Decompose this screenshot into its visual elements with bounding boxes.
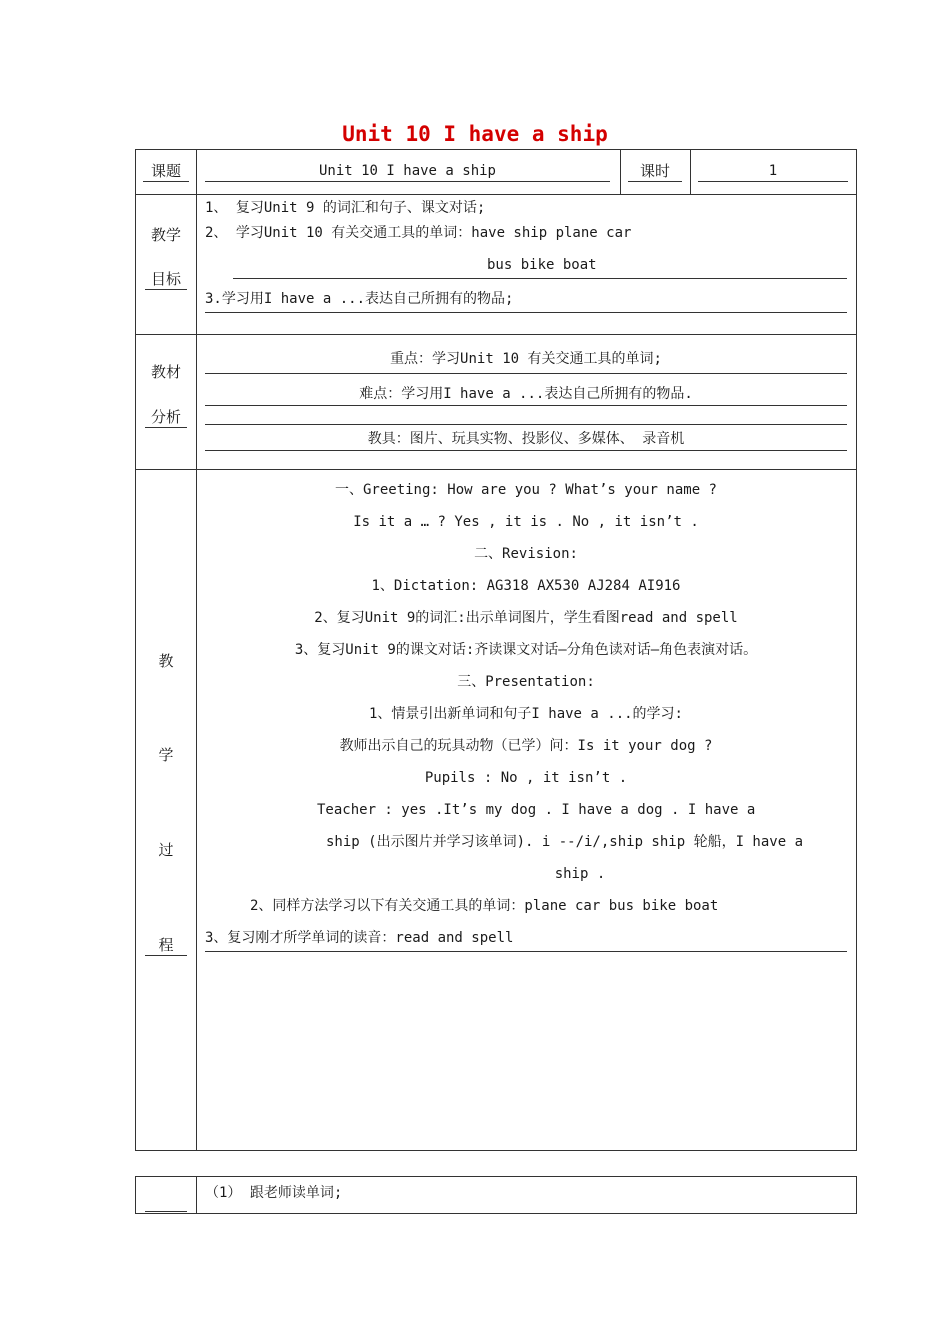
analysis-label-2: 分析 [150, 408, 181, 426]
process-label-char-4: 程 [158, 936, 174, 954]
process-line-15: 3、复习刚才所学单词的读音：read and spell [205, 930, 514, 946]
process-line-1: 一、Greeting: How are you ? What’s your name ? [334, 482, 717, 498]
header-divider-2 [690, 149, 691, 194]
process-line-14: 2、同样方法学习以下有关交通工具的单词：plane car bus bike boat [250, 898, 719, 914]
teaching-aids: 教具：图片、玩具实物、投影仪、多媒体、 录音机 [367, 431, 685, 447]
process-line-13: ship . [554, 866, 606, 882]
period-label-underline [628, 181, 682, 182]
header-divider-1 [620, 149, 621, 194]
difficulty-underline [205, 405, 847, 406]
objective-line-3-underline [233, 278, 847, 279]
analysis-label-underline [145, 427, 187, 428]
objective-line-4: 3.学习用I have a ...表达自己所拥有的物品; [205, 291, 514, 307]
objective-line-3: bus bike boat [487, 257, 597, 273]
process-line-11: Teacher : yes .It’s my dog . I have a dog . I have a [317, 802, 756, 818]
objective-line-4-underline [205, 312, 847, 313]
objective-line-1: 1、 复习Unit 9 的词汇和句子、课文对话; [205, 200, 486, 216]
process-line-10: Pupils : No , it isn’t . [424, 770, 628, 786]
practice-table-divider [196, 1176, 197, 1214]
topic-value-underline [205, 181, 610, 182]
table-left-column-divider [196, 149, 197, 1151]
process-label-char-2: 学 [158, 746, 174, 764]
period-label: 课时 [639, 162, 670, 180]
process-line-12: ship (出示图片并学习该单词). i --/i/,ship ship 轮船，I have a [326, 834, 804, 850]
practice-table-label-underline [145, 1211, 187, 1212]
process-line-5: 2、复习Unit 9的词汇:出示单词图片，学生看图read and spell [314, 610, 738, 626]
objective-line-2: 2、 学习Unit 10 有关交通工具的单词：have ship plane car [205, 225, 632, 241]
document-title: Unit 10 I have a ship [342, 122, 608, 146]
process-line-8: 1、情景引出新单词和句子I have a ...的学习: [368, 706, 683, 722]
row-border-1 [135, 194, 857, 195]
key-point: 重点：学习Unit 10 有关交通工具的单词; [390, 351, 662, 367]
process-label-underline [145, 955, 187, 956]
practice-line-1: （1） 跟老师读单词; [205, 1185, 343, 1201]
period-value: 1 [768, 163, 778, 179]
objectives-label-2: 目标 [150, 270, 181, 288]
period-value-underline [698, 181, 848, 182]
process-line-2: Is it a … ? Yes , it is . No , it isn’t . [353, 514, 699, 530]
difficulty-box-bottom [205, 424, 847, 425]
topic-label-underline [143, 181, 189, 182]
process-label-char-3: 过 [158, 841, 174, 859]
row-border-2 [135, 334, 857, 335]
topic-label: 课题 [150, 162, 181, 180]
process-line-15-underline [205, 951, 847, 952]
process-line-3: 二、Revision: [474, 546, 578, 562]
key-point-underline [205, 373, 847, 374]
process-line-9: 教师出示自己的玩具动物（已学）问：Is it your dog ? [339, 738, 713, 754]
teaching-aids-underline [205, 450, 847, 451]
difficulty: 难点：学习用I have a ...表达自己所拥有的物品. [359, 386, 693, 402]
topic-value: Unit 10 I have a ship [318, 163, 496, 179]
process-label-char-1: 教 [158, 652, 174, 670]
row-border-3 [135, 469, 857, 470]
process-line-6: 3、复习Unit 9的课文对话:齐读课文对话—分角色读对话—角色表演对话。 [294, 642, 758, 658]
objectives-label-underline [145, 289, 187, 290]
process-line-4: 1、Dictation: AG318 AX530 AJ284 AI916 [371, 578, 681, 594]
objectives-label-1: 教学 [150, 226, 181, 244]
analysis-label-1: 教材 [150, 363, 181, 381]
process-line-7: 三、Presentation: [457, 674, 595, 690]
